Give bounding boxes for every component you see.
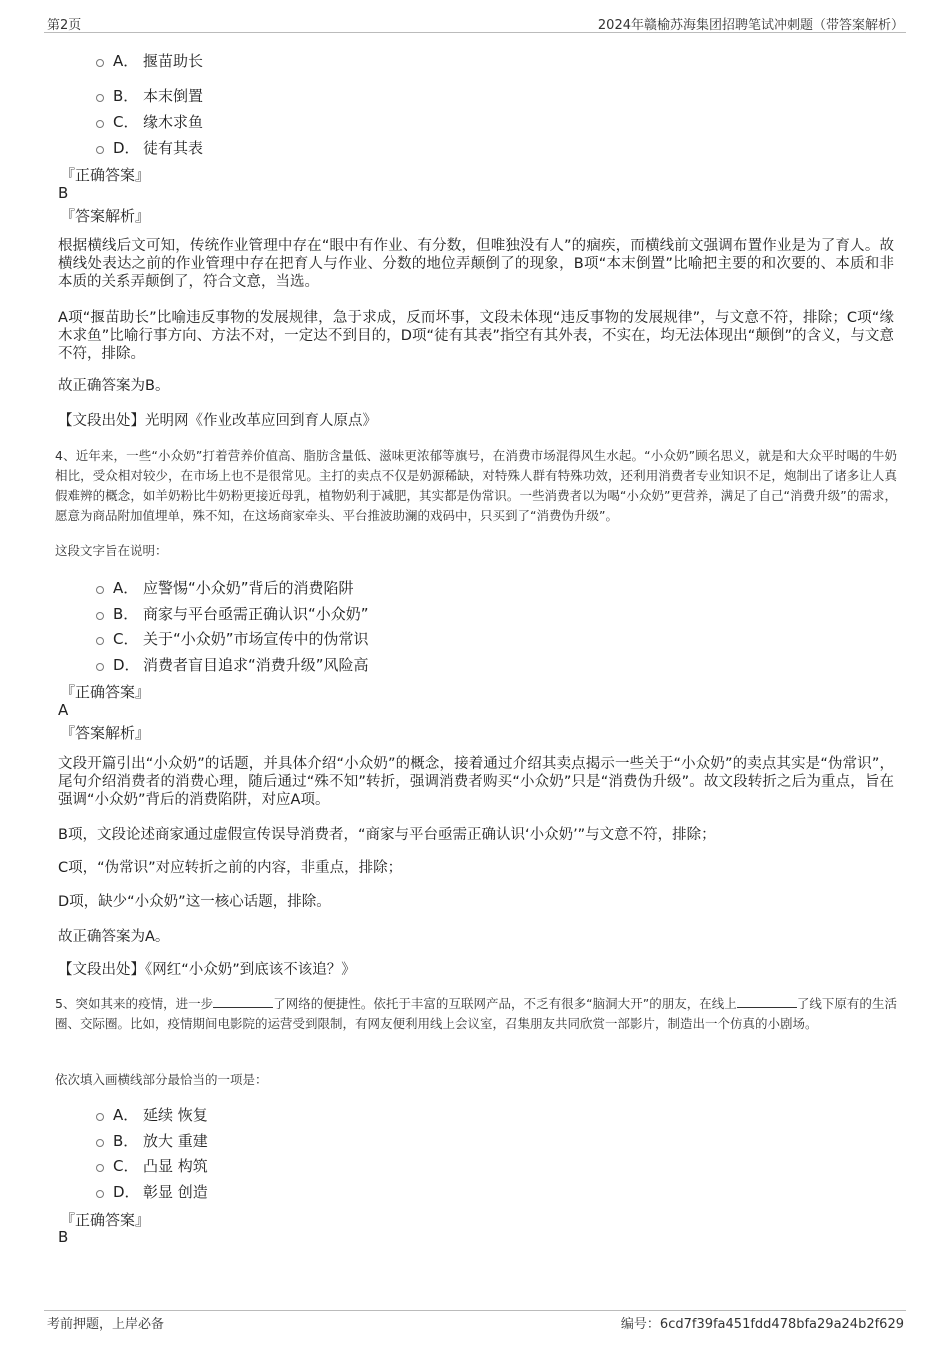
option-letter: D． <box>113 139 140 157</box>
radio-icon[interactable] <box>96 663 104 671</box>
q5-prompt: 依次填入画横线部分最恰当的一项是： <box>55 1072 268 1087</box>
option-letter: C． <box>113 1157 139 1175</box>
radio-icon[interactable] <box>96 1164 104 1172</box>
q3-source: 【文段出处】光明网《作业改革应回到育人原点》 <box>58 413 377 429</box>
option-text: 延续 恢复 <box>143 1106 208 1124</box>
option-text: 放大 重建 <box>143 1132 208 1150</box>
option-text: 缘木求鱼 <box>143 113 204 131</box>
option-text: 本末倒置 <box>143 87 204 105</box>
q4-option-b[interactable] <box>96 603 369 624</box>
q5-option-c[interactable] <box>96 1155 208 1176</box>
footer-divider <box>44 1310 906 1311</box>
option-letter: A． <box>113 52 139 70</box>
option-text: 揠苗助长 <box>143 52 204 70</box>
radio-icon[interactable] <box>96 612 104 620</box>
radio-icon[interactable] <box>96 1190 104 1198</box>
q5-answer: B <box>58 1228 69 1246</box>
option-text: 凸显 构筑 <box>143 1157 208 1175</box>
q4-stem: 4、近年来，一些“小众奶”打着营养价值高、脂肪含量低、滋味更浓郁等旗号，在消费市场混得风生水起。“小众奶”顾名思义，就是和大众平时喝的牛奶相比，受众相对较少，在市场上也不是很常见。主打的卖点不仅是奶源稀缺，对特殊人群有特殊功效，还利用消费者专业知识不足，炮制出了诸多让人真假难辨的概念，如羊奶粉比牛奶粉更接近母乳，植物奶利于减肥，其实都是伪常识。一些消费者以为喝“小众奶”更营养，满足了自己“消费升级”的需求，愿意为商品附加值埋单，殊不知，在这场商家牵头、平台推波助澜的戏码中，只买到了“消费伪升级”。 <box>55 448 897 523</box>
radio-icon[interactable] <box>96 1139 104 1147</box>
option-letter: B． <box>113 605 139 623</box>
q3-analysis-paragraph-2: A项“揠苗助长”比喻违反事物的发展规律，急于求成，反而坏事，文段未体现“违反事物的发展规律”，与文意不符，排除；C项“缘木求鱼”比喻行事方向、方法不对，一定达不到目的，D项“徒有其表”指空有其外表，不实在，均无法体现出“颠倒”的含义，与文意不符，排除。 <box>58 310 894 362</box>
q4-analysis-paragraph-1: 文段开篇引出“小众奶”的话题，并具体介绍“小众奶”的概念，接着通过介绍其卖点揭示一些关于“小众奶”的卖点其实是“伪常识”，尾句介绍消费者的消费心理，随后通过“殊不知”转折，强调消费者购买“小众奶”只是“消费伪升级”。故文段转折之后为重点，旨在强调“小众奶”背后的消费陷阱，对应A项。 <box>58 756 894 808</box>
q4-analysis-paragraph-3: C项，“伪常识”对应转折之前的内容，非重点，排除； <box>58 860 403 876</box>
option-text: 消费者盲目追求“消费升级”风险高 <box>143 656 369 674</box>
option-text: 彰显 创造 <box>143 1183 208 1201</box>
fill-blank-1 <box>213 995 273 1008</box>
radio-icon[interactable] <box>96 586 104 594</box>
document-id-label: 编号： <box>620 1317 660 1332</box>
q5-option-b[interactable] <box>96 1130 208 1151</box>
option-letter: D． <box>113 1183 140 1201</box>
radio-icon[interactable] <box>96 637 104 645</box>
q3-analysis-paragraph-1: 根据横线后文可知，传统作业管理中存在“眼中有作业、有分数，但唯独没有人”的痼疾，而横线前文强调布置作业是为了育人。故横线处表达之前的作业管理中存在把育人与作业、分数的地位弄颠倒了的现象，B项“本末倒置”比喻把主要的和次要的、本质和非本质的关系弄颠倒了，符合文意，当选。 <box>58 238 894 290</box>
option-letter: B． <box>113 87 139 105</box>
q4-analysis-conclusion: 故正确答案为A。 <box>58 929 170 945</box>
option-text: 商家与平台亟需正确认识“小众奶” <box>143 605 369 623</box>
option-letter: D． <box>113 656 140 674</box>
q4-prompt: 这段文字旨在说明： <box>55 543 168 558</box>
q3-analysis-conclusion: 故正确答案为B。 <box>58 378 170 394</box>
q5-option-d[interactable] <box>96 1181 208 1202</box>
q4-analysis-label: 『答案解析』 <box>60 724 151 742</box>
q3-answer: B <box>58 184 69 202</box>
fill-blank-2 <box>737 995 797 1008</box>
q4-analysis-paragraph-2: B项，文段论述商家通过虚假宣传误导消费者，“商家与平台亟需正确认识‘小众奶’”与文意不符，排除； <box>58 827 716 843</box>
document-title: 2024年赣榆苏海集团招聘笔试冲刺题（带答案解析） <box>597 18 904 33</box>
radio-icon[interactable] <box>96 146 104 154</box>
option-letter: A． <box>113 1106 139 1124</box>
q3-option-b[interactable] <box>96 85 203 106</box>
option-letter: C． <box>113 113 139 131</box>
q4-option-c[interactable] <box>96 628 369 649</box>
footer-slogan: 考前押题，上岸必备 <box>47 1317 165 1332</box>
q4-option-a[interactable] <box>96 577 354 598</box>
option-text: 徒有其表 <box>143 139 204 157</box>
q5-stem-part-3: 了线下原有的生活圈、交际圈。比如，疫情期间电影院的运营受到限制，有网友便利用线上会议室，召集朋友共同欣赏一部影片，制造出一个仿真的小剧场。 <box>55 996 897 1031</box>
q5-answer-label: 『正确答案』 <box>60 1211 151 1229</box>
option-text: 应警惕“小众奶”背后的消费陷阱 <box>143 579 354 597</box>
q3-option-d[interactable] <box>96 137 203 158</box>
document-id-value: 6cd7f39fa451fdd478bfa29a24b2f629 <box>659 1317 904 1332</box>
q3-option-a[interactable] <box>96 50 203 71</box>
option-letter: B． <box>113 1132 139 1150</box>
q4-answer: A <box>58 701 69 719</box>
radio-icon[interactable] <box>96 59 104 67</box>
option-text: 关于“小众奶”市场宣传中的伪常识 <box>143 630 369 648</box>
q5-stem-part-2: 了网络的便捷性。依托于丰富的互联网产品，不乏有很多“脑洞大开”的朋友，在线上 <box>273 996 737 1011</box>
q4-analysis-paragraph-4: D项，缺少“小众奶”这一核心话题，排除。 <box>58 894 331 910</box>
q3-analysis-label: 『答案解析』 <box>60 207 151 225</box>
radio-icon[interactable] <box>96 1113 104 1121</box>
q4-source: 【文段出处】《网红“小众奶”到底该不该追？》 <box>58 962 356 978</box>
radio-icon[interactable] <box>96 120 104 128</box>
q3-answer-label: 『正确答案』 <box>60 166 151 184</box>
q5-stem-part-1: 5、突如其来的疫情，进一步 <box>55 996 214 1011</box>
header-divider <box>44 32 906 33</box>
q5-stem <box>55 994 897 1034</box>
document-id <box>621 1313 904 1332</box>
q3-option-c[interactable] <box>96 111 203 132</box>
option-letter: C． <box>113 630 139 648</box>
q5-option-a[interactable] <box>96 1104 208 1125</box>
q4-option-d[interactable] <box>96 654 369 675</box>
radio-icon[interactable] <box>96 94 104 102</box>
option-letter: A． <box>113 579 139 597</box>
q4-answer-label: 『正确答案』 <box>60 683 151 701</box>
page-number: 第2页 <box>47 18 82 33</box>
